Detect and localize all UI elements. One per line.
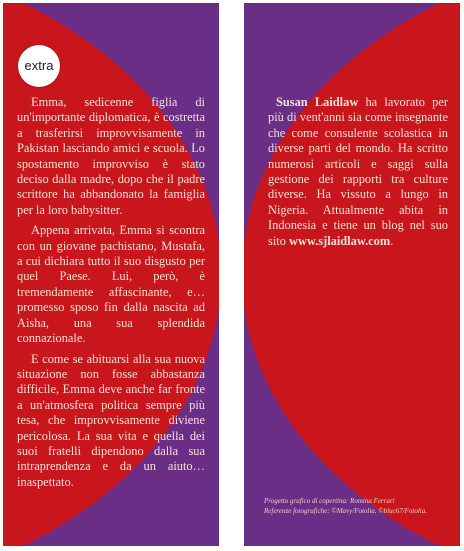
credit-design: Progetto grafico di copertina: Romina Ferrari [264, 497, 395, 505]
credit-photos: Referenze fotografiche: ©Mavy/Fotolia, ©bluc67/Fotolia. [264, 507, 427, 515]
extra-badge: extra [18, 45, 60, 87]
right-flap [244, 3, 460, 546]
right-flap-red-panel [244, 3, 460, 546]
synopsis-paragraph-3: E come se abituarsi alla sua nuova situazione non fosse abbastanza difficile, Emma deve anche far fronte a un'atmosfera politica sempre più tesa, che improvvisamente diviene pericolosa. La sua vita e quella dei suoi fratelli dipendono dalla sua intraprendenza e da un aiuto… inaspettato. [17, 351, 205, 489]
author-bio-paragraph [268, 95, 448, 249]
author-name: Susan Laidlaw [276, 95, 359, 109]
synopsis-paragraph-2: Appena arrivata, Emma si scontra con un giovane pachistano, Mustafa, a cui dichiara tutto il suo disgusto per quel Paese. Lui, però, è tremendamente affascinante, e… promesso sposo fin dalla nascita ad Aisha, una sua splendida connazionale. [17, 223, 205, 346]
left-flap [3, 3, 219, 546]
synopsis-text [17, 95, 205, 495]
synopsis-paragraph-1: Emma, sedicenne figlia di un'importante diplomatica, è costretta a trasferirsi improvvisamente in Pakistan lasciando amici e scuola. Lo spostamento improvviso è stato deciso dalla madre, dopo che il padre scrittore ha abbandonato la famiglia per la loro babysitter. [17, 95, 205, 217]
author-bio-end: . [390, 233, 394, 248]
cover-credits [264, 496, 454, 516]
author-bio-text: ha lavorato per più di vent'anni sia come insegnante che come consulente scolastica in diverse parti del mondo. Ha scritto numerosi articoli e saggi sulla gestione dei rapporti tra culture diverse. Ha vissuto a lungo in Nigeria. Attualmente abita in Indonesia e tiene un blog nel suo sito [268, 95, 449, 248]
author-website: www.sjlaidlaw.com [289, 233, 391, 248]
author-bio [268, 95, 448, 254]
